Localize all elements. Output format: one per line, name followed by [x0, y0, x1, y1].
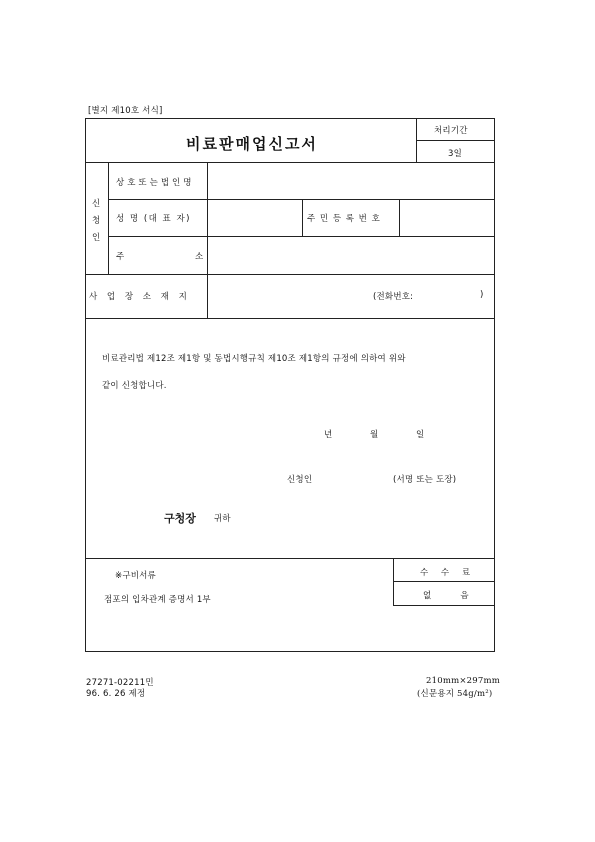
address-label-end: 소	[195, 252, 204, 262]
company-name-field[interactable]	[209, 164, 492, 198]
divider	[399, 199, 400, 236]
divider	[207, 162, 208, 318]
business-location-label: 사 업 장 소 재 지	[89, 292, 191, 302]
divider	[108, 162, 109, 274]
fee-label: 수 수 료	[420, 568, 476, 578]
divider	[85, 274, 494, 275]
footer-paper-type: (신문용지 54g/m²)	[417, 689, 493, 699]
processing-period-label: 처리기간	[434, 126, 468, 136]
date-day: 일	[416, 430, 425, 440]
divider	[85, 162, 494, 163]
footer-date: 96. 6. 26 제정	[86, 689, 146, 699]
phone-label: (전화번호:	[373, 292, 414, 302]
divider	[85, 318, 494, 319]
signature-note: (서명 또는 도장)	[393, 475, 457, 485]
date-year: 년	[324, 430, 333, 440]
divider	[302, 199, 303, 236]
phone-field[interactable]	[425, 286, 477, 302]
divider	[108, 236, 494, 237]
footer-paper-size: 210mm×297mm	[426, 676, 501, 686]
address-field[interactable]	[209, 238, 492, 272]
name-field[interactable]	[209, 201, 300, 235]
divider	[393, 581, 494, 582]
fee-value: 없 음	[423, 591, 469, 601]
form-title: 비료판매업신고서	[186, 135, 318, 153]
divider	[108, 199, 494, 200]
required-document-item: 점포의 입차관계 증명서 1부	[104, 595, 211, 605]
resident-number-label: 주 민 등 록 번 호	[307, 214, 381, 224]
applicant-group-label-1: 신	[92, 199, 101, 209]
company-name-label: 상호또는법인명	[116, 178, 195, 188]
address-label-start: 주	[116, 252, 125, 262]
phone-close: )	[480, 290, 484, 300]
business-location-field[interactable]	[209, 276, 349, 316]
required-documents-title: ※구비서류	[115, 571, 156, 581]
applicant-group-label-3: 인	[92, 233, 101, 243]
divider	[393, 605, 494, 606]
footer-code: 27271-02211민	[86, 678, 154, 688]
applicant-signature-label: 신청인	[287, 475, 313, 485]
divider	[416, 140, 494, 141]
body-line-2: 같이 신청합니다.	[102, 381, 167, 391]
resident-number-field[interactable]	[401, 201, 492, 235]
form-number: [별지 제10호 서식]	[88, 106, 163, 116]
body-line-1: 비료관리법 제12조 제1항 및 동법시행규칙 제10조 제1항의 규정에 의하여 위와	[102, 354, 406, 364]
recipient: 구청장	[164, 512, 196, 525]
applicant-group-label-2: 청	[92, 216, 101, 226]
processing-period-value: 3일	[448, 149, 463, 159]
divider	[85, 558, 494, 559]
honorific: 귀하	[214, 514, 231, 524]
date-month: 월	[370, 430, 379, 440]
name-representative-label: 성 명 (대 표 자)	[116, 214, 191, 224]
